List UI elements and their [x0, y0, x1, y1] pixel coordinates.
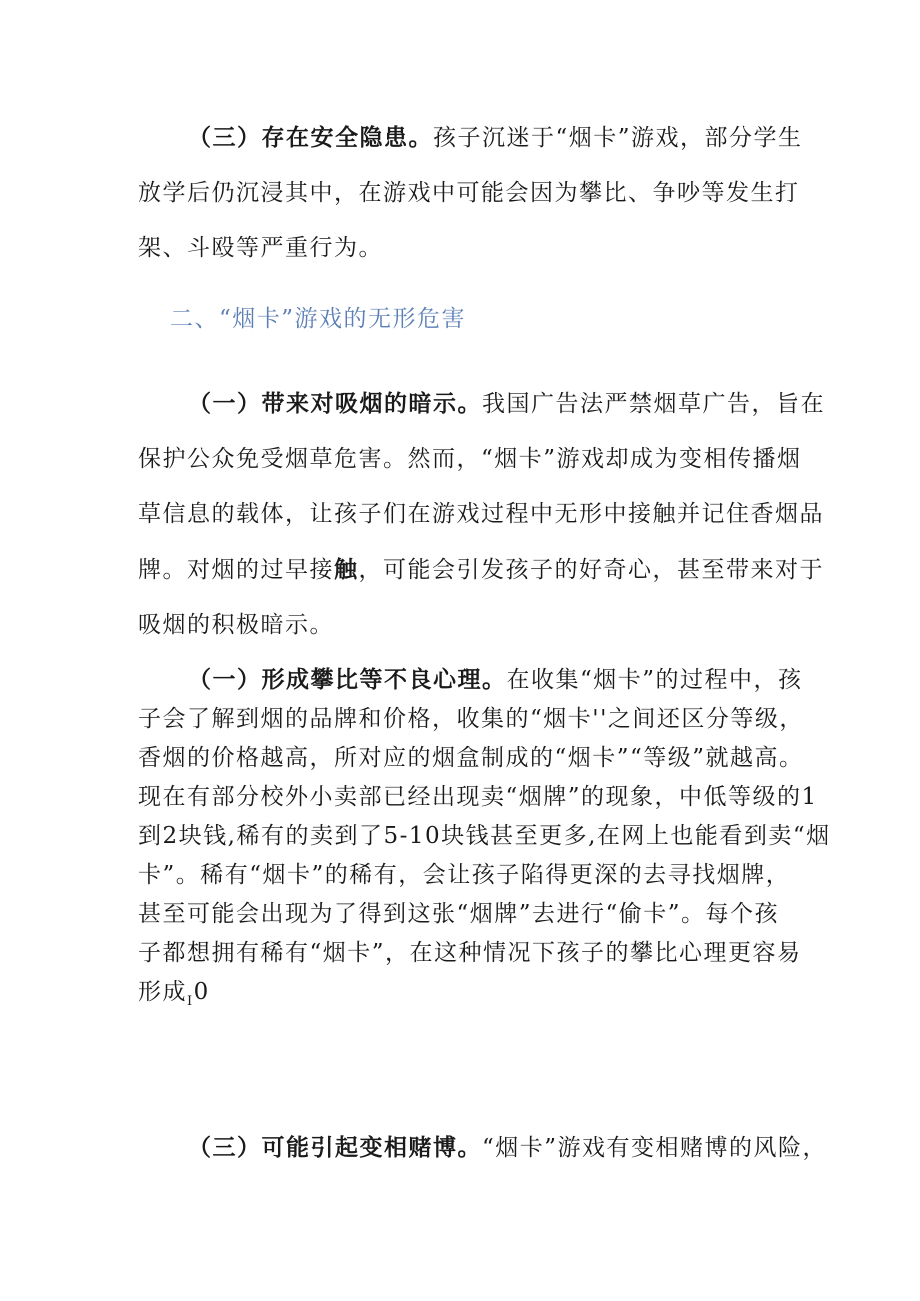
paragraph-text: ，可能会引发孩子的好奇心，甚至带来对于 [358, 557, 824, 583]
paragraph-text-bold: 触 [334, 556, 359, 583]
paragraph-line: 架、斗殴等严重行为。 [138, 235, 383, 261]
paragraph-text: 0 [193, 979, 210, 1005]
section-heading: 二、“烟卡”游戏的无形危害 [170, 306, 467, 332]
paragraph-text: 形成 [138, 979, 187, 1005]
paragraph-title: （一）带来对吸烟的暗示。 [188, 390, 482, 417]
paragraph-line [138, 973, 798, 1021]
paragraph-title: （三）存在安全隐患。 [188, 124, 433, 151]
paragraph-line [138, 118, 803, 158]
paragraph-line [138, 384, 825, 424]
paragraph-line [138, 1128, 828, 1168]
paragraph-safety-risk [138, 118, 803, 268]
paragraph-line: 放学后仍沉浸其中，在游戏中可能会因为攀比、争吵等发生打 [138, 180, 800, 206]
paragraph-line: 草信息的载体，让孩子们在游戏过程中无形中接触并记住香烟品 [138, 501, 824, 527]
paragraph-line: 保护公众免受烟草危害。然而，“烟卡”游戏却成为变相传播烟 [138, 446, 802, 472]
paragraph-text: 我国广告法严禁烟草广告，旨在 [482, 391, 825, 417]
paragraph-smoking-hint [138, 384, 825, 645]
paragraph-line [138, 550, 824, 590]
paragraph-comparison-mentality [138, 660, 831, 1021]
paragraph-line: 现在有部分校外小卖部已经出现卖“烟牌”的现象，中低等级的1 [138, 784, 818, 810]
paragraph-text: “烟卡”游戏有变相赌博的风险， [482, 1135, 828, 1161]
paragraph-text: 在收集“烟卡”的过程中，孩 [506, 667, 803, 693]
paragraph-line: 吸烟的积极暗示。 [138, 612, 334, 638]
paragraph-line: 子会了解到烟的品牌和价格，收集的“烟卡''之间还区分等级， [138, 706, 804, 732]
paragraph-line [138, 660, 803, 700]
paragraph-text: 牌。对烟的过早接 [138, 557, 334, 583]
paragraph-line: 甚至可能会出现为了得到这张“烟牌”去进行“偷卡”。每个孩 [138, 901, 780, 927]
paragraph-gambling-risk [138, 1128, 828, 1168]
paragraph-title: （一）形成攀比等不良心理。 [188, 666, 507, 693]
paragraph-subscript: I [187, 994, 194, 1009]
paragraph-line: 到2块钱,稀有的卖到了5-10块钱甚至更多,在网上也能看到卖“烟 [138, 823, 831, 849]
paragraph-line: 卡”。稀有“烟卡”的稀有，会让孩子陷得更深的去寻找烟牌， [138, 862, 791, 888]
paragraph-line: 子都想拥有稀有“烟卡”，在这种情况下孩子的攀比心理更容易 [138, 940, 802, 966]
paragraph-line: 香烟的价格越高，所对应的烟盒制成的“烟卡”“等级”就越高。 [138, 745, 804, 771]
paragraph-text: 孩子沉迷于“烟卡”游戏，部分学生 [433, 125, 803, 151]
paragraph-title: （三）可能引起变相赌博。 [188, 1134, 482, 1161]
